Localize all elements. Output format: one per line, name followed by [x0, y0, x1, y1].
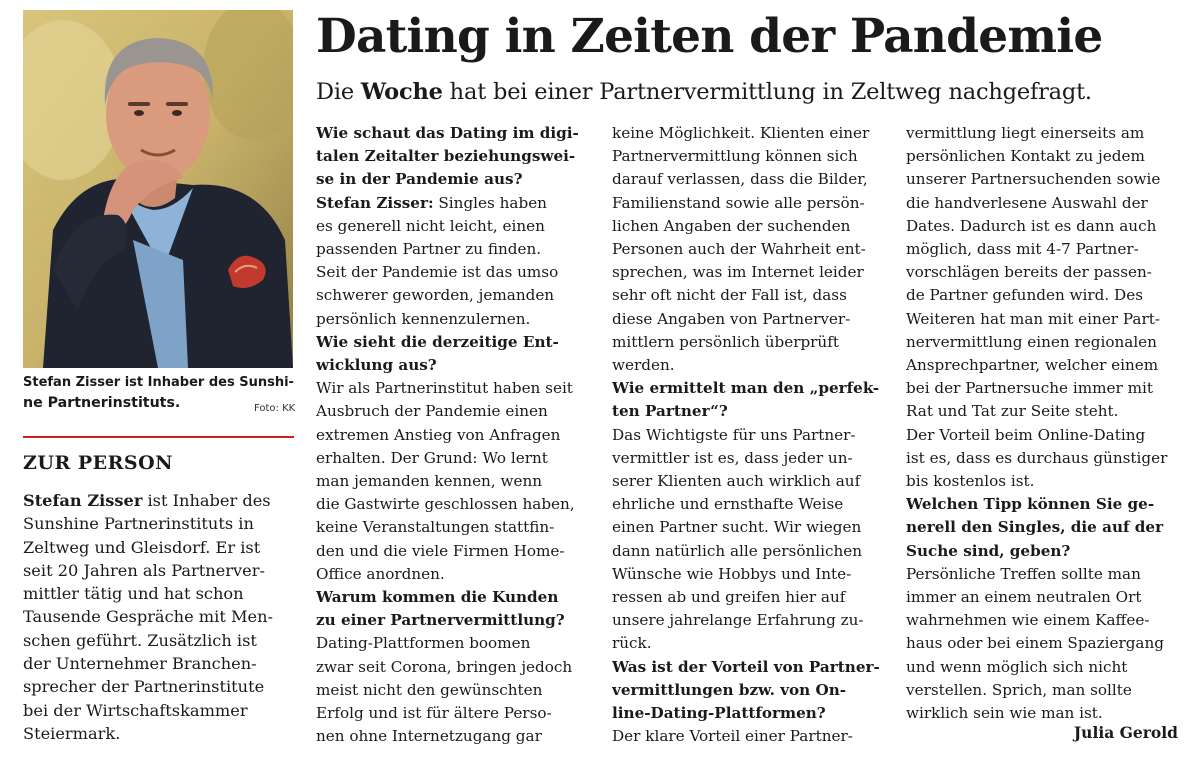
question-line: Wie ermittelt man den „perfek-	[612, 379, 880, 398]
sidebar-line: seit 20 Jahren als Partnerver-	[23, 560, 265, 580]
text-line: keine Veranstaltungen stattfin-	[316, 518, 555, 537]
text-line: Ausbruch der Pandemie einen	[316, 402, 548, 421]
text-line: persönlichen Kontakt zu jedem	[906, 147, 1145, 166]
speaker-name: Stefan Zisser:	[316, 193, 434, 212]
text-line: mittlern persönlich überprüft	[612, 332, 839, 351]
text-line: Erfolg und ist für ältere Perso-	[316, 704, 552, 723]
sidebar-line: schen geführt. Zusätzlich ist	[23, 630, 257, 650]
text-line: nervermittlung einen regionalen	[906, 332, 1157, 351]
text-line: de Partner gefunden wird. Des	[906, 286, 1144, 305]
question-line: line-Dating-Plattformen?	[612, 704, 826, 723]
text-line: einen Partner sucht. Wir wiegen	[612, 518, 862, 537]
text-line: immer an einem neutralen Ort	[906, 588, 1142, 607]
text-line: Personen auch der Wahrheit ent-	[612, 240, 866, 259]
text-line: Das Wichtigste für uns Partner-	[612, 425, 856, 444]
text-line: wahrnehmen wie einem Kaffee-	[906, 611, 1150, 630]
text-line: serer Klienten auch wirklich auf	[612, 472, 861, 491]
question-line: Welchen Tipp können Sie ge-	[906, 495, 1155, 514]
text-line: passenden Partner zu finden.	[316, 240, 542, 259]
text-line: ressen ab und greifen hier auf	[612, 588, 846, 607]
sidebar-line: Steiermark.	[23, 723, 121, 743]
text-line	[316, 192, 594, 215]
text-line: vermittler ist es, dass jeder un-	[612, 448, 853, 467]
text-line: Ansprechpartner, welcher einem	[906, 356, 1159, 375]
text-line: Weiteren hat man mit einer Part-	[906, 309, 1160, 328]
text-line: sehr oft nicht der Fall ist, dass	[612, 286, 847, 305]
text-line: bis kostenlos ist.	[906, 472, 1035, 491]
sidebar-divider	[23, 436, 294, 438]
text-line: nen ohne Internetzugang gar	[316, 727, 542, 746]
text-line: ist es, dass es durchaus günstiger	[906, 448, 1168, 467]
question-line: Warum kommen die Kunden	[316, 588, 559, 607]
text-line: Rat und Tat zur Seite steht.	[906, 402, 1119, 421]
sidebar-line: mittler tätig und hat schon	[23, 584, 244, 604]
text-line: verstellen. Sprich, man sollte	[906, 680, 1132, 699]
question-line: Suche sind, geben?	[906, 541, 1071, 560]
portrait-photo	[23, 10, 293, 368]
photo-credit: Foto: KK	[254, 403, 296, 414]
sidebar-line: bei der Wirtschaftskammer	[23, 700, 248, 720]
text-line: Dating-Plattformen boomen	[316, 634, 531, 653]
article-column-1	[316, 122, 594, 748]
text-line: Familienstand sowie alle persön-	[612, 193, 865, 212]
question-line: vermittlungen bzw. von On-	[612, 680, 847, 699]
text-line: Partnervermittlung können sich	[612, 147, 858, 166]
sidebar-body	[23, 489, 297, 745]
text-line: Der klare Vorteil einer Partner-	[612, 727, 853, 746]
text-line: rück.	[612, 634, 652, 653]
caption-line: Stefan Zisser ist Inhaber des Sunshi-	[23, 375, 294, 390]
text-line: werden.	[612, 356, 675, 375]
headline: Dating in Zeiten der Pandemie	[316, 9, 1103, 64]
question-line: zu einer Partnervermittlung?	[316, 611, 565, 630]
text-line: keine Möglichkeit. Klienten einer	[612, 124, 870, 142]
text-line: vorschlägen bereits der passen-	[906, 263, 1152, 282]
text-line: die Gastwirte geschlossen haben,	[316, 495, 575, 514]
text-line: schwerer geworden, jemanden	[316, 286, 555, 305]
text-line: haus oder bei einem Spaziergang	[906, 634, 1164, 653]
text-line: persönlich kennenzulernen.	[316, 309, 531, 328]
text-line: darauf verlassen, dass die Bilder,	[612, 170, 868, 189]
text-line: die handverlesene Auswahl der	[906, 193, 1148, 212]
question-line: ten Partner“?	[612, 402, 728, 421]
person-name: Stefan Zisser	[23, 491, 143, 510]
sidebar-line: sprecher der Partnerinstitute	[23, 677, 265, 697]
text-line: Wünsche wie Hobbys und Inte-	[612, 564, 852, 583]
text-line: möglich, dass mit 4-7 Partner-	[906, 240, 1139, 259]
sidebar-line: Tausende Gespräche mit Men-	[23, 607, 274, 627]
question-line: nerell den Singles, die auf der	[906, 518, 1164, 537]
text-line: ehrliche und ernsthafte Weise	[612, 495, 844, 514]
text-line: extremen Anstieg von Anfragen	[316, 425, 561, 444]
sidebar-line: Zeltweg und Gleisdorf. Er ist	[23, 537, 261, 557]
caption-line: ne Partnerinstituts.	[23, 395, 181, 411]
text-line: Seit der Pandemie ist das umso	[316, 263, 559, 282]
text-line: sprechen, was im Internet leider	[612, 263, 864, 282]
article-column-3	[906, 122, 1178, 725]
subhead-bold: Woche	[360, 79, 443, 105]
text-line: wirklich sein wie man ist.	[906, 704, 1103, 723]
sidebar-line: Stefan Zisser ist Inhaber des	[23, 491, 271, 510]
text-line: unserer Partnersuchenden sowie	[906, 170, 1161, 189]
text-line: bei der Partnersuche immer mit	[906, 379, 1153, 398]
question-line: Wie sieht die derzeitige Ent-	[316, 332, 559, 351]
text-line: diese Angaben von Partnerver-	[612, 309, 851, 328]
text-line: lichen Angaben der suchenden	[612, 216, 851, 235]
text-line: es generell nicht leicht, einen	[316, 216, 545, 235]
text-line: dann natürlich alle persönlichen	[612, 541, 863, 560]
text-line: zwar seit Corona, bringen jedoch	[316, 657, 573, 676]
sidebar-heading: ZUR PERSON	[23, 452, 174, 474]
text-line: erhalten. Der Grund: Wo lernt	[316, 448, 548, 467]
text-line: Dates. Dadurch ist es dann auch	[906, 216, 1157, 235]
question-line: Was ist der Vorteil von Partner-	[612, 657, 880, 676]
text-line: Der Vorteil beim Online-Dating	[906, 425, 1146, 444]
text-line: Persönliche Treffen sollte man	[906, 564, 1141, 583]
question-line: Wie schaut das Dating im digi-	[316, 124, 579, 142]
text-line: vermittlung liegt einerseits am	[906, 124, 1145, 142]
text-line: den und die viele Firmen Home-	[316, 541, 565, 560]
question-line: se in der Pandemie aus?	[316, 170, 523, 189]
text-line: und wenn möglich sich nicht	[906, 657, 1128, 676]
text-line: meist nicht den gewünschten	[316, 680, 543, 699]
text-line: Office anordnen.	[316, 564, 445, 583]
portrait-illustration	[23, 10, 293, 368]
question-line: talen Zeitalter beziehungswei-	[316, 147, 576, 166]
text-line: Wir als Partnerinstitut haben seit	[316, 379, 573, 398]
sidebar-line: Sunshine Partnerinstituts in	[23, 514, 254, 534]
article-column-2	[612, 122, 888, 748]
text-line: man jemanden kennen, wenn	[316, 472, 543, 491]
subheadline: Die Woche hat bei einer Partnervermittlung in Zeltweg nachgefragt.	[316, 79, 1092, 105]
author-byline: Julia Gerold	[1073, 723, 1178, 742]
sidebar-line: der Unternehmer Branchen-	[23, 654, 257, 674]
question-line: wicklung aus?	[316, 356, 437, 375]
text-line: unsere jahrelange Erfahrung zu-	[612, 611, 864, 630]
speaker-answer: Singles haben	[433, 193, 547, 212]
